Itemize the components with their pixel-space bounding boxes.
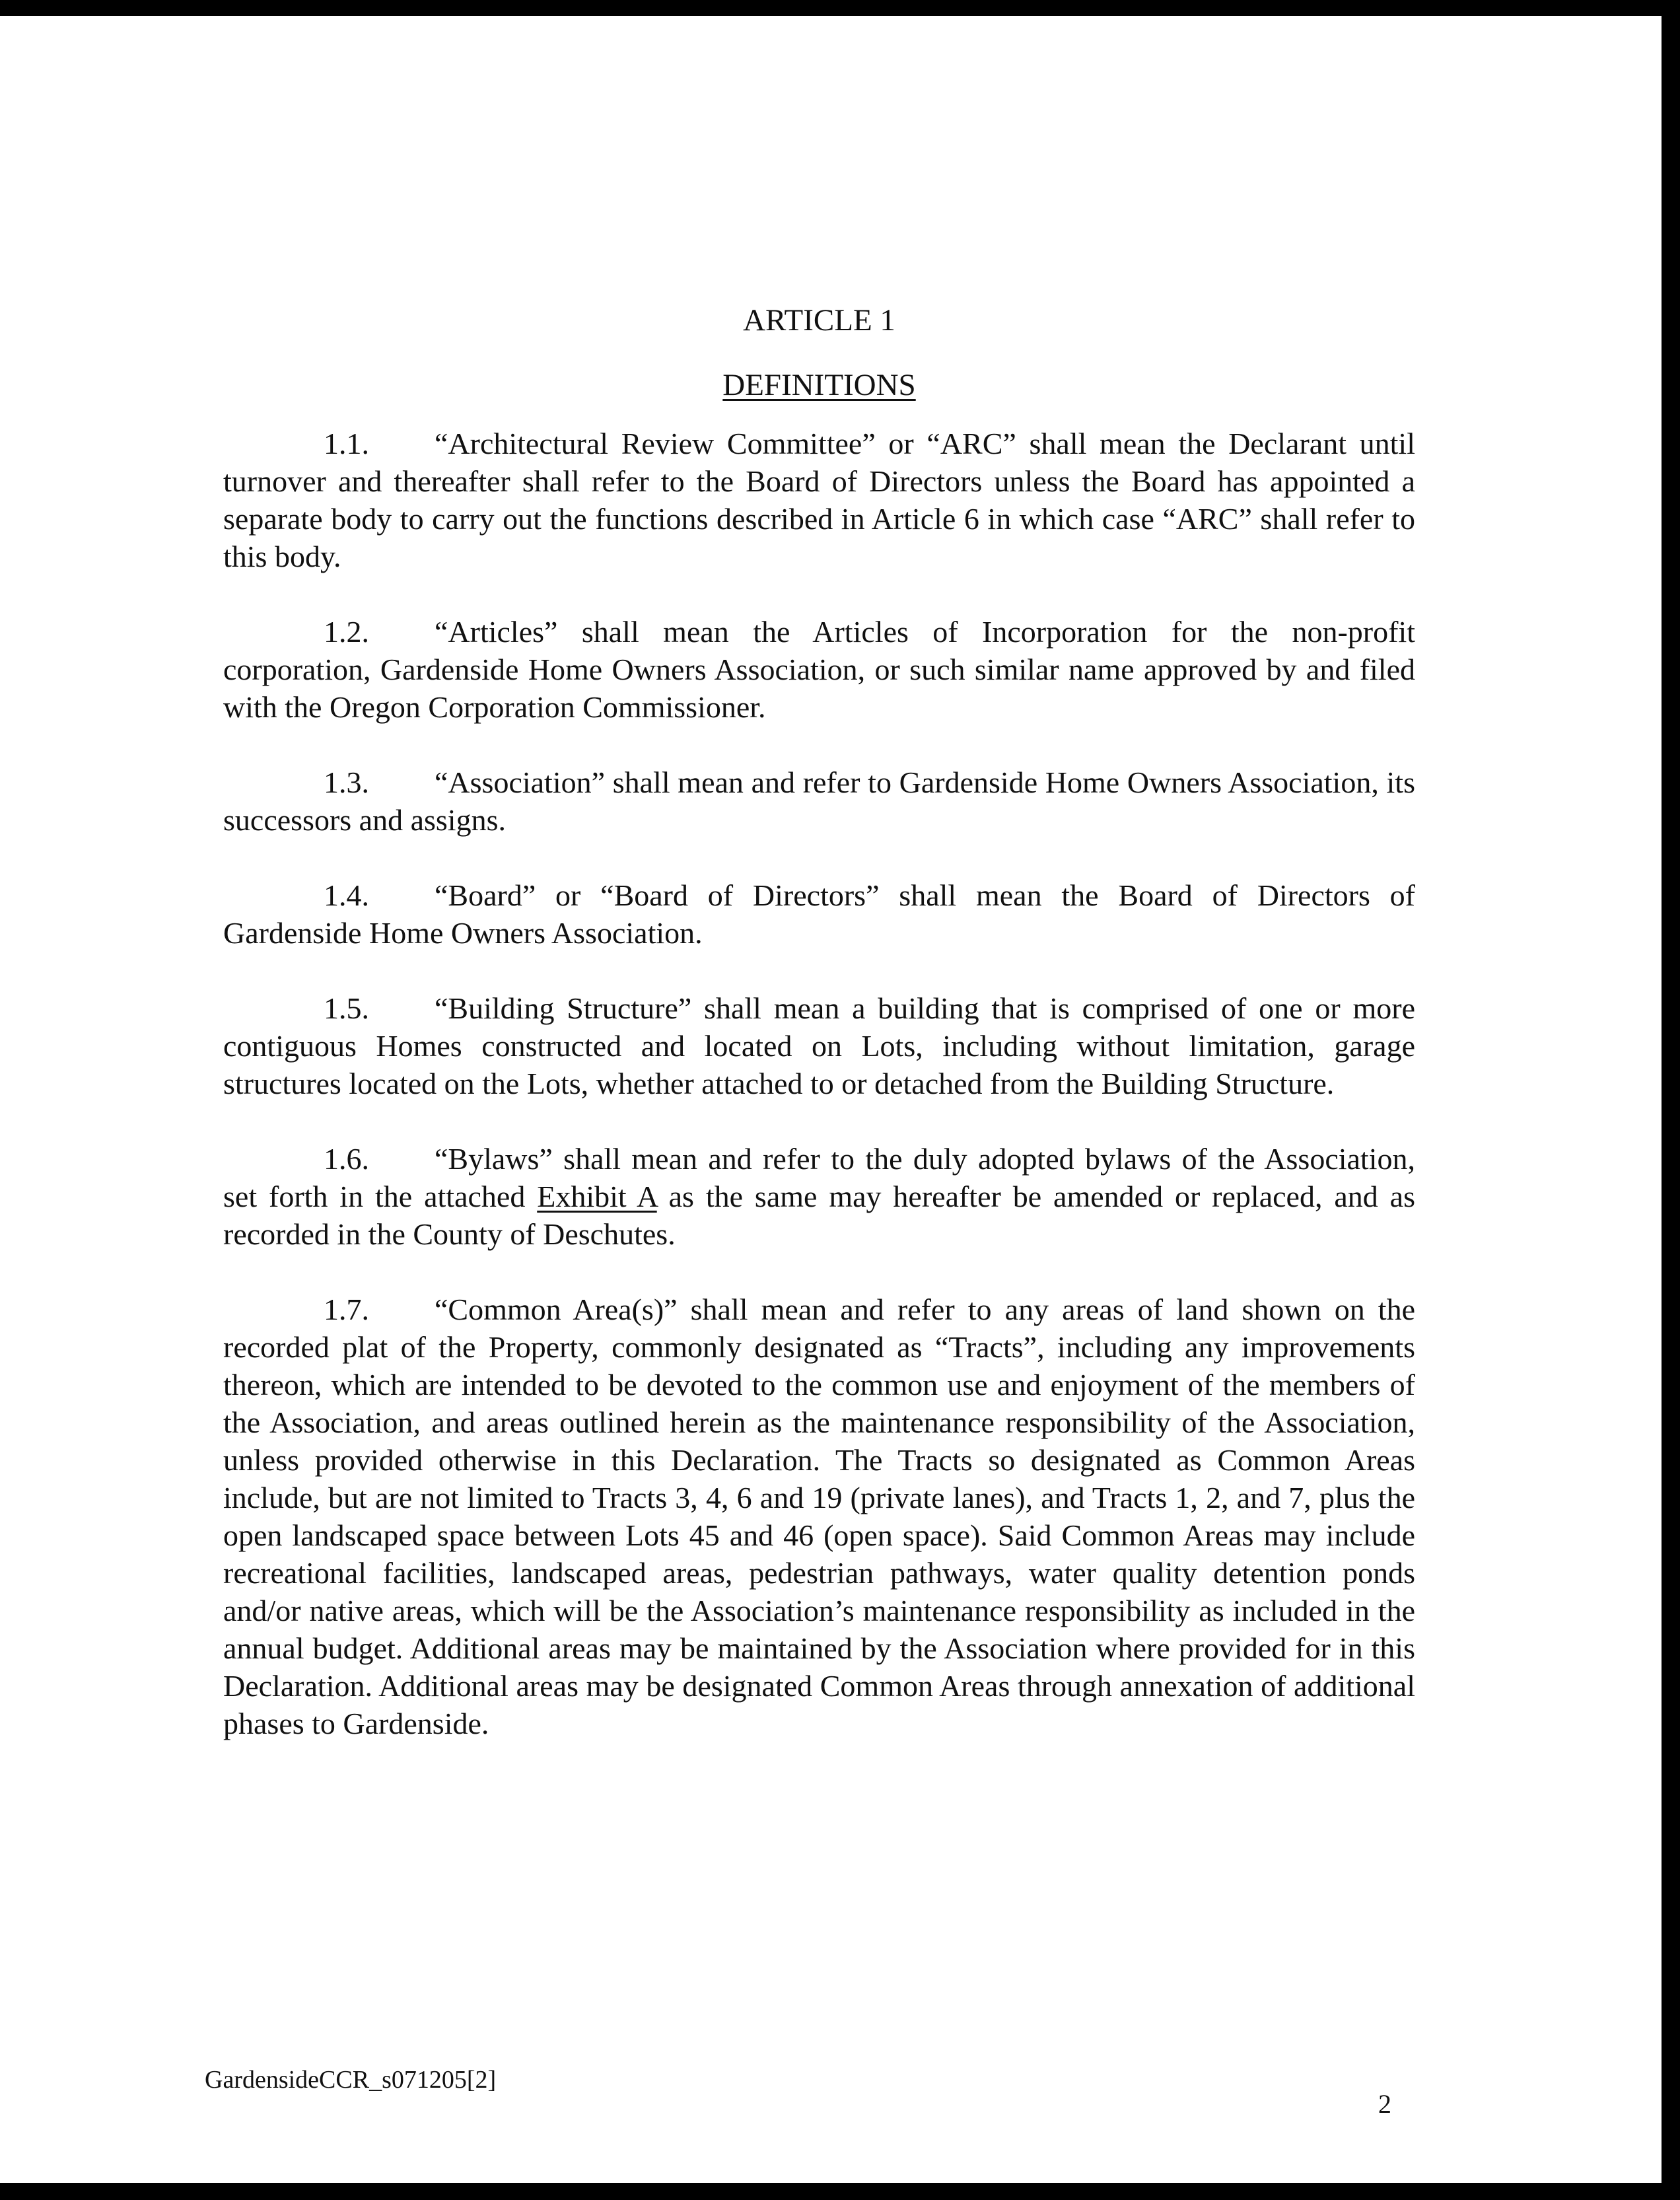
clause-text-after: as the same may hereafter be amended or replaced, and as recorded in the County of Deschutes.	[223, 1180, 1415, 1251]
clause-1-4	[223, 876, 1415, 952]
clause-number: 1.4.	[324, 878, 369, 912]
exhibit-reference: Exhibit A	[537, 1180, 657, 1213]
clause-number: 1.2.	[324, 615, 369, 649]
clause-number: 1.6.	[324, 1142, 369, 1176]
scan-border-bottom	[0, 2183, 1680, 2200]
clause-text-before: “Bylaws” shall mean and refer to the duly adopted bylaws of the Association, set forth in the attached	[223, 1142, 1415, 1213]
clause-number: 1.7.	[324, 1293, 369, 1326]
scan-border-right	[1662, 0, 1680, 2200]
clause-1-1	[223, 425, 1415, 575]
clause-text: “Architectural Review Committee” or “ARC” shall mean the Declarant until turnover and thereafter shall refer to the Board of Directors unless the Board has appointed a separate body to carry out the functions described in Article 6 in which case “ARC” shall refer to this body.	[223, 427, 1415, 573]
clause-text: “Association” shall mean and refer to Gardenside Home Owners Association, its successors and assigns.	[223, 765, 1415, 837]
clause-1-2	[223, 613, 1415, 726]
clause-1-6	[223, 1140, 1415, 1253]
scan-border-top	[0, 0, 1680, 16]
clause-1-7	[223, 1291, 1415, 1742]
clause-number: 1.5.	[324, 991, 369, 1025]
clause-1-3	[223, 763, 1415, 839]
footer-document-id: GardensideCCR_s071205[2]	[205, 2066, 497, 2094]
clause-text: “Common Area(s)” shall mean and refer to any areas of land shown on the recorded plat of the Property, commonly designated as “Tracts”, including any improvements thereon, which are intended to be devoted to the common use and enjoyment of the members of the Association, and areas outlined herein as the maintenance responsibility of the Association, unless provided otherwise in this Declaration. The Tracts so designated as Common Areas include, but are not limited to Tracts 3, 4, 6 and 19 (private lanes), and Tracts 1, 2, and 7, plus the open landscaped space between Lots 45 and 46 (open space). Said Common Areas may include recreational facilities, landscaped areas, pedestrian pathways, water quality detention ponds and/or native areas, which will be the Association’s maintenance responsibility as included in the annual budget. Additional areas may be maintained by the Association where provided for in this Declaration. Additional areas may be designated Common Areas through annexation of additional phases to Gardenside.	[223, 1293, 1415, 1740]
document-page	[223, 301, 1415, 1780]
clause-1-5	[223, 989, 1415, 1102]
clause-text: “Building Structure” shall mean a building that is comprised of one or more contiguous Homes constructed and located on Lots, including without limitation, garage structures located on the Lots, whether attached to or detached from the Building Structure.	[223, 991, 1415, 1100]
clause-number: 1.3.	[324, 765, 369, 799]
page-number: 2	[1378, 2089, 1391, 2119]
section-heading: DEFINITIONS	[722, 368, 916, 402]
article-heading: ARTICLE 1	[743, 303, 895, 337]
clause-text: “Articles” shall mean the Articles of Incorporation for the non-profit corporation, Gardenside Home Owners Association, or such similar name approved by and filed with the Oregon Corporation Commissioner.	[223, 615, 1415, 724]
clause-text: “Board” or “Board of Directors” shall mean the Board of Directors of Gardenside Home Owners Association.	[223, 878, 1415, 950]
clause-number: 1.1.	[324, 427, 369, 460]
